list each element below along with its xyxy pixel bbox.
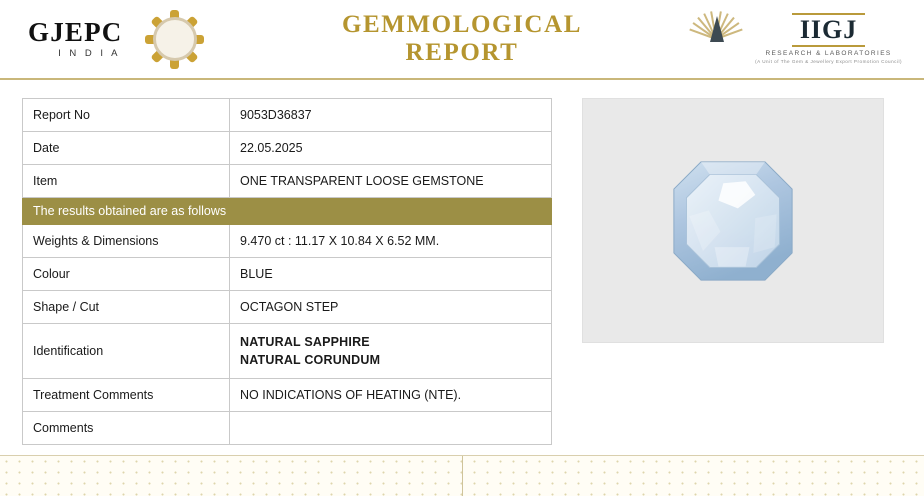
table-row	[23, 324, 552, 379]
table-row	[23, 412, 552, 445]
table-row	[23, 99, 552, 132]
gemstone-photo	[582, 98, 884, 343]
row-label-shape-cut: Shape / Cut	[23, 291, 230, 324]
starburst-icon	[683, 8, 749, 70]
identification-line-1: NATURAL SAPPHIRE	[240, 335, 370, 349]
row-label-identification: Identification	[23, 324, 230, 379]
identification-line-2: NATURAL CORUNDUM	[240, 353, 381, 368]
row-value-comments	[230, 412, 552, 445]
row-label-weights-dimensions: Weights & Dimensions	[23, 225, 230, 258]
row-label-treatment-comments: Treatment Comments	[23, 379, 230, 412]
table-row	[23, 132, 552, 165]
table-row	[23, 258, 552, 291]
row-value-colour: BLUE	[230, 258, 552, 291]
page-header	[0, 0, 924, 80]
report-body	[0, 80, 924, 445]
row-value-shape-cut: OCTAGON STEP	[230, 291, 552, 324]
iigj-logo-text	[755, 13, 902, 65]
footer-divider	[462, 456, 463, 496]
gjepc-logo	[0, 11, 300, 67]
row-label-report-no: Report No	[23, 99, 230, 132]
gjepc-logo-name: GJEPC	[28, 17, 123, 48]
report-table	[22, 98, 552, 445]
table-row	[23, 379, 552, 412]
row-value-date: 22.05.2025	[230, 132, 552, 165]
iigj-logo-subtitle-secondary: (A Unit of The Gem & Jewellery Export Promotion Council)	[755, 59, 902, 65]
iigj-logo	[624, 8, 924, 70]
sun-emblem-icon	[137, 11, 213, 67]
row-value-item: ONE TRANSPARENT LOOSE GEMSTONE	[230, 165, 552, 198]
page-title: GEMMOLOGICAL REPORT	[341, 11, 583, 66]
report-table-container	[22, 98, 552, 445]
gemstone-illustration	[670, 158, 796, 284]
table-row	[23, 165, 552, 198]
row-label-comments: Comments	[23, 412, 230, 445]
table-row	[23, 291, 552, 324]
report-title-container	[300, 11, 624, 67]
row-value-weights-dimensions: 9.470 ct : 11.17 X 10.84 X 6.52 MM.	[230, 225, 552, 258]
row-value-treatment-comments: NO INDICATIONS OF HEATING (NTE).	[230, 379, 552, 412]
row-label-colour: Colour	[23, 258, 230, 291]
gjepc-logo-text	[28, 19, 123, 59]
row-value-report-no: 9053D36837	[230, 99, 552, 132]
iigj-logo-name: IIGJ	[792, 13, 865, 47]
row-label-date: Date	[23, 132, 230, 165]
page-footer	[0, 455, 924, 496]
row-value-identification	[230, 324, 552, 379]
gjepc-logo-subtitle: I N D I A	[58, 48, 121, 60]
results-band-row	[23, 198, 552, 225]
table-row	[23, 225, 552, 258]
results-band-text: The results obtained are as follows	[23, 198, 552, 225]
gemstone-photo-panel	[582, 98, 882, 445]
row-label-item: Item	[23, 165, 230, 198]
iigj-logo-subtitle: RESEARCH & LABORATORIES	[765, 49, 892, 57]
